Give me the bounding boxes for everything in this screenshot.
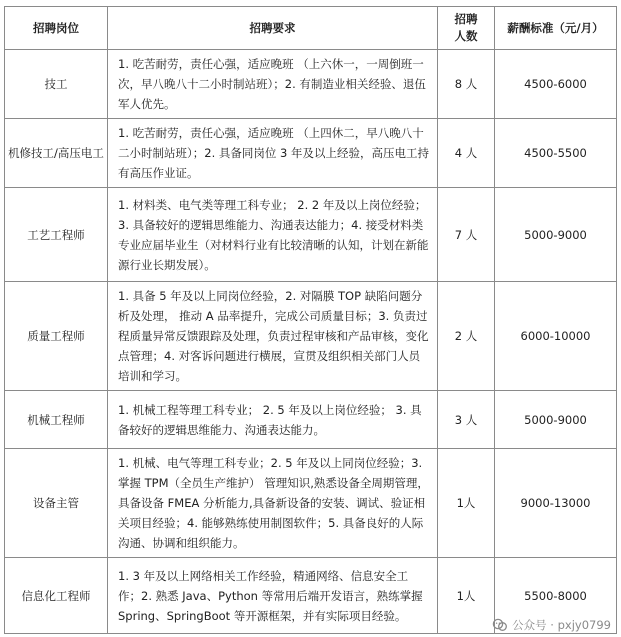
header-requirements: 招聘要求 <box>108 7 438 50</box>
requirements-cell: 1. 材料类、电气类等理工科专业； 2. 2 年及以上岗位经验；3. 具备较好的逻辑思维能力、沟通表达能力；4. 接受材料类专业应届毕业生（对材料行业有比较清晰的认知，计划在新能源行业长期发展）。 <box>108 188 438 282</box>
salary-cell: 5000-9000 <box>495 391 617 449</box>
salary-cell: 4500-6000 <box>495 50 617 119</box>
count-cell: 1人 <box>438 449 495 558</box>
table-row <box>5 119 617 188</box>
watermark <box>492 617 611 633</box>
position-cell: 信息化工程师 <box>5 558 108 634</box>
count-cell: 2 人 <box>438 282 495 391</box>
table-row <box>5 188 617 282</box>
count-cell: 1人 <box>438 558 495 634</box>
position-cell: 质量工程师 <box>5 282 108 391</box>
header-salary: 薪酬标准（元/月） <box>495 7 617 50</box>
table-row <box>5 449 617 558</box>
salary-cell: 9000-13000 <box>495 449 617 558</box>
count-cell: 3 人 <box>438 391 495 449</box>
position-cell: 技工 <box>5 50 108 119</box>
count-cell: 4 人 <box>438 119 495 188</box>
position-cell: 工艺工程师 <box>5 188 108 282</box>
table-row <box>5 50 617 119</box>
watermark-text: 公众号 · pxjy0799 <box>512 618 611 632</box>
salary-cell: 6000-10000 <box>495 282 617 391</box>
header-position: 招聘岗位 <box>5 7 108 50</box>
recruitment-table <box>4 6 617 634</box>
requirements-cell: 1. 机械、电气等理工科专业；2. 5 年及以上同岗位经验；3. 掌握 TPM（全员生产维护） 管理知识,熟悉设备全周期管理，具备设备 FMEA 分析能力,具备新设备的安装、调试、验证相关项目经验；4. 能够熟练使用制图软件；5. 具备良好的人际沟通、协调和组织能力。 <box>108 449 438 558</box>
requirements-cell: 1. 3 年及以上网络相关工作经验，精通网络、信息安全工作；2. 熟悉 Java、Python 等常用后端开发语言，熟练掌握Spring、SpringBoot 等开源框架，并有实际项目经验。 <box>108 558 438 634</box>
position-cell: 机械工程师 <box>5 391 108 449</box>
table-row <box>5 391 617 449</box>
table-header-row <box>5 7 617 50</box>
requirements-cell: 1. 吃苦耐劳，责任心强，适应晚班 （上六休一，一周倒班一次，早八晚八十二小时制站班）；2. 有制造业相关经验、退伍军人优先。 <box>108 50 438 119</box>
table-row <box>5 282 617 391</box>
requirements-cell: 1. 具备 5 年及以上同岗位经验，2. 对隔膜 TOP 缺陷问题分析及处理， 推动 A 品率提升，完成公司质量目标；3. 负责过程质量异常反馈跟踪及处理，负责过程审核和产品审核，变化点管理；4. 对客诉问题进行横展，宣贯及组织相关部门人员培训和学习。 <box>108 282 438 391</box>
count-cell: 8 人 <box>438 50 495 119</box>
header-count: 招聘 人数 <box>438 7 495 50</box>
count-cell: 7 人 <box>438 188 495 282</box>
position-cell: 机修技工/高压电工 <box>5 119 108 188</box>
salary-cell: 5500-8000 <box>495 558 617 634</box>
requirements-cell: 1. 吃苦耐劳，责任心强，适应晚班 （上四休二，早八晚八十二小时制站班）；2. 具备同岗位 3 年及以上经验，高压电工持有高压作业证。 <box>108 119 438 188</box>
wechat-official-account-icon <box>492 617 508 633</box>
requirements-cell: 1. 机械工程等理工科专业； 2. 5 年及以上岗位经验； 3. 具备较好的逻辑思维能力、沟通表达能力。 <box>108 391 438 449</box>
salary-cell: 5000-9000 <box>495 188 617 282</box>
salary-cell: 4500-5500 <box>495 119 617 188</box>
position-cell: 设备主管 <box>5 449 108 558</box>
